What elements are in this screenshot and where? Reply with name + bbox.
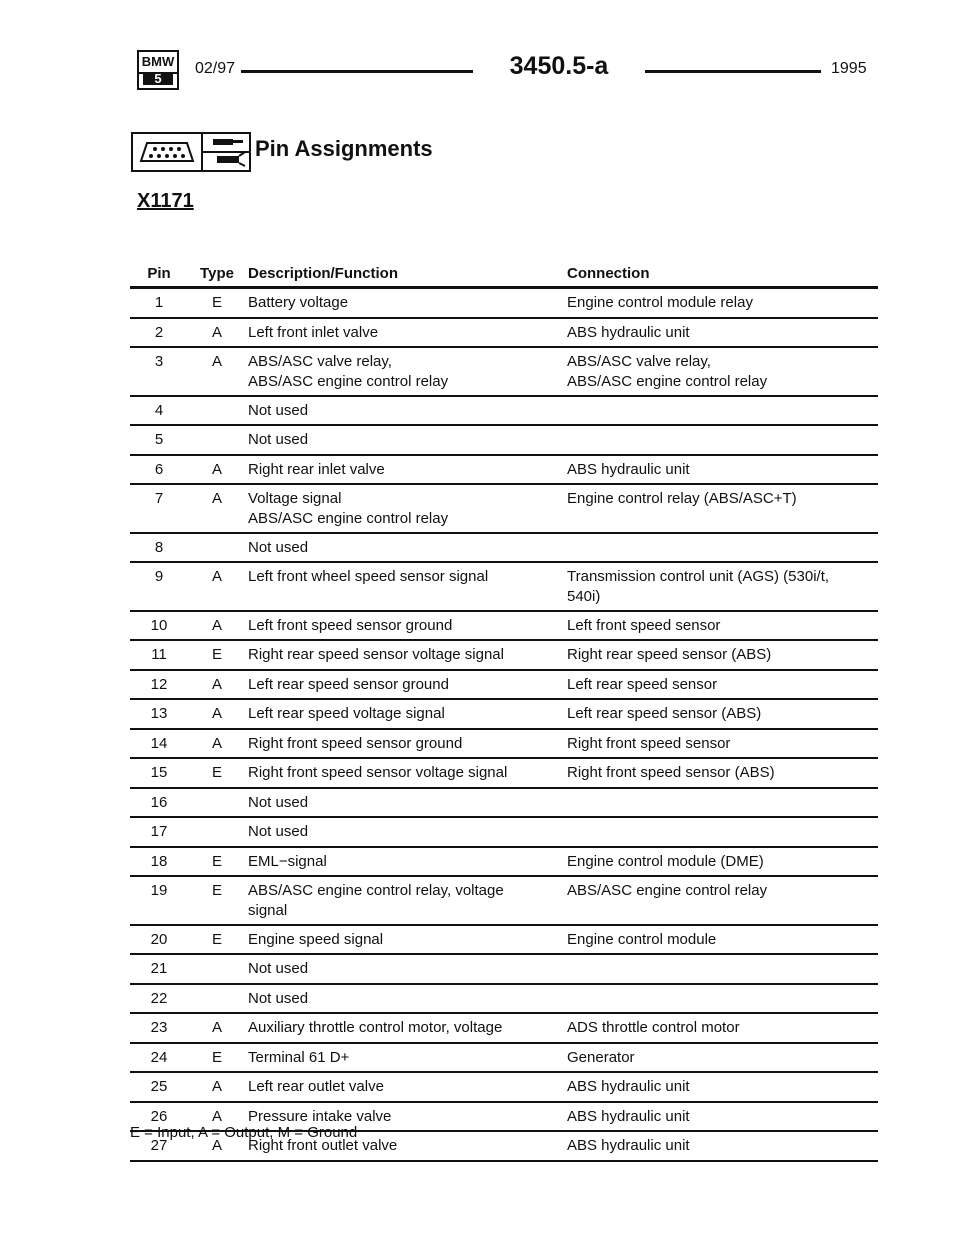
pin-cell: 17 — [150, 823, 168, 840]
table-row — [130, 534, 878, 564]
table-row — [130, 456, 878, 486]
table-row — [130, 397, 878, 427]
table-body — [130, 289, 878, 1162]
type-cell: A — [211, 1019, 222, 1036]
header-connection: Connection — [567, 265, 650, 282]
connection-cell: Left front speed sensor — [567, 616, 721, 634]
type-cell: A — [211, 568, 222, 585]
pin-cell: 23 — [150, 1019, 168, 1036]
connection-cell: ABS/ASC engine control relay — [567, 882, 768, 899]
description-cell: Not used — [248, 431, 309, 448]
table-row — [130, 955, 878, 985]
connection-cell: ABS hydraulic unit — [567, 1078, 690, 1095]
connection-cell: ABS hydraulic unit — [567, 1107, 690, 1125]
pin-cell: 13 — [150, 705, 168, 722]
header-pin: Pin — [147, 265, 171, 282]
description-cell: Right rear inlet valve — [248, 460, 385, 478]
table-row — [130, 985, 878, 1015]
connection-cell: ABS hydraulic unit — [567, 1137, 690, 1154]
type-cell: A — [211, 460, 222, 478]
pin-cell: 26 — [150, 1107, 168, 1125]
connection-cell: Right rear speed sensor (ABS) — [567, 646, 772, 663]
pin-assignment-table — [130, 262, 878, 1162]
pin-cell: 10 — [150, 616, 168, 634]
pin-cell: 1 — [154, 294, 164, 311]
pin-cell: 21 — [150, 960, 168, 977]
table-row — [130, 348, 878, 397]
type-cell: A — [211, 734, 222, 752]
type-cell: A — [211, 705, 222, 722]
table-row — [130, 730, 878, 760]
type-cell: A — [211, 1078, 222, 1095]
header-description: Description/Function — [248, 265, 398, 282]
connection-cell: Transmission control unit (AGS) (530i/t, 540i) — [567, 568, 830, 605]
description-cell: Right front outlet valve — [248, 1137, 398, 1154]
pin-cell: 8 — [154, 538, 164, 556]
table-row — [130, 1014, 878, 1044]
connection-cell: Generator — [567, 1048, 635, 1066]
bmw-logo — [137, 50, 179, 90]
connector-pin-icon — [131, 132, 251, 172]
table-row — [130, 485, 878, 534]
connection-cell: Engine control relay (ABS/ASC+T) — [567, 490, 797, 507]
pin-cell: 15 — [150, 764, 168, 781]
table-row — [130, 759, 878, 789]
connection-cell: Left rear speed sensor — [567, 675, 718, 693]
description-cell: Auxiliary throttle control motor, voltage — [248, 1019, 503, 1036]
pin-cell: 5 — [154, 431, 164, 448]
description-cell: Left rear outlet valve — [248, 1078, 384, 1095]
description-cell: Battery voltage — [248, 294, 349, 311]
connection-cell: Engine control module relay — [567, 294, 753, 311]
type-cell: A — [211, 490, 222, 507]
pin-cell: 6 — [154, 460, 164, 478]
pin-cell: 7 — [154, 490, 164, 507]
description-cell: Left front inlet valve — [248, 323, 379, 341]
type-legend: E = Input, A = Output, M = Ground — [130, 1124, 358, 1141]
connection-cell: Left rear speed sensor (ABS) — [567, 705, 762, 722]
header-date: 02/97 — [195, 60, 236, 77]
type-cell: E — [211, 930, 222, 948]
pin-cell: 22 — [150, 989, 168, 1007]
pin-cell: 9 — [154, 568, 164, 585]
description-cell: Pressure intake valve — [248, 1107, 392, 1125]
table-row — [130, 426, 878, 456]
table-row — [130, 700, 878, 730]
description-cell: Right front speed sensor ground — [248, 734, 463, 752]
description-cell: Left rear speed sensor ground — [248, 675, 449, 693]
type-cell: E — [211, 764, 222, 781]
connection-cell: ABS hydraulic unit — [567, 460, 690, 478]
header-year: 1995 — [831, 60, 867, 77]
type-cell: A — [211, 1107, 222, 1125]
description-cell: Left rear speed voltage signal — [248, 705, 445, 722]
description-cell: EML−signal — [248, 852, 327, 870]
description-cell: Right front speed sensor voltage signal — [248, 764, 508, 781]
series-badge: 5 — [143, 72, 173, 85]
description-cell: Not used — [248, 401, 309, 419]
type-cell: E — [211, 1048, 222, 1066]
connection-cell: Right front speed sensor — [567, 734, 731, 752]
pin-cell: 4 — [154, 401, 164, 419]
description-cell: Not used — [248, 960, 309, 977]
connection-cell: Engine control module — [567, 930, 717, 948]
type-cell: A — [211, 1137, 222, 1154]
table-row — [130, 1044, 878, 1074]
connection-cell: ADS throttle control motor — [567, 1019, 740, 1036]
table-row — [130, 1073, 878, 1103]
description-cell: Not used — [248, 538, 309, 556]
table-row — [130, 563, 878, 612]
description-cell: Voltage signal ABS/ASC engine control relay — [248, 490, 449, 527]
pin-cell: 16 — [150, 793, 168, 811]
type-cell: E — [211, 646, 222, 663]
pin-cell: 19 — [150, 882, 168, 899]
connection-cell: Engine control module (DME) — [567, 852, 764, 870]
table-row — [130, 612, 878, 642]
connection-cell: ABS/ASC valve relay, ABS/ASC engine control relay — [567, 353, 768, 390]
header-rule-right — [645, 70, 821, 73]
table-row — [130, 319, 878, 349]
header-type: Type — [200, 265, 234, 282]
pin-cell: 2 — [154, 323, 164, 341]
pin-cell: 12 — [150, 675, 168, 693]
type-cell: E — [211, 852, 222, 870]
connection-cell: Right front speed sensor (ABS) — [567, 764, 775, 781]
description-cell: ABS/ASC engine control relay, voltage signal — [248, 882, 504, 919]
pin-cell: 20 — [150, 930, 168, 948]
table-row — [130, 848, 878, 878]
table-row — [130, 289, 878, 319]
section-title: Pin Assignments — [255, 136, 433, 161]
type-cell: A — [211, 675, 222, 693]
document-number: 3450.5-a — [509, 52, 609, 80]
description-cell: Terminal 61 D+ — [248, 1048, 350, 1066]
type-cell: A — [211, 323, 222, 341]
pin-cell: 27 — [150, 1137, 168, 1154]
connector-id: X1171 — [137, 190, 194, 212]
bmw-logo-text: BMW — [139, 52, 177, 74]
description-cell: Not used — [248, 989, 309, 1007]
pin-cell: 11 — [151, 646, 167, 663]
type-cell: E — [211, 294, 222, 311]
description-cell: ABS/ASC valve relay, ABS/ASC engine control relay — [248, 353, 449, 390]
description-cell: Engine speed signal — [248, 930, 384, 948]
pin-cell: 3 — [154, 353, 164, 370]
description-cell: Not used — [248, 793, 309, 811]
description-cell: Left front wheel speed sensor signal — [248, 568, 489, 585]
table-row — [130, 641, 878, 671]
table-row — [130, 671, 878, 701]
pin-cell: 25 — [150, 1078, 168, 1095]
header-rule-left — [241, 70, 473, 73]
type-cell: E — [211, 882, 222, 899]
page-header — [137, 50, 877, 90]
description-cell: Left front speed sensor ground — [248, 616, 453, 634]
pin-cell: 24 — [150, 1048, 168, 1066]
table-header — [130, 262, 878, 289]
table-row — [130, 818, 878, 848]
description-cell: Not used — [248, 823, 309, 840]
description-cell: Right rear speed sensor voltage signal — [248, 646, 504, 663]
table-row — [130, 789, 878, 819]
table-row — [130, 926, 878, 956]
pin-cell: 14 — [150, 734, 168, 752]
type-cell: A — [211, 353, 222, 370]
connection-cell: ABS hydraulic unit — [567, 323, 690, 341]
pin-cell: 18 — [150, 852, 168, 870]
table-row — [130, 877, 878, 926]
type-cell: A — [211, 616, 222, 634]
